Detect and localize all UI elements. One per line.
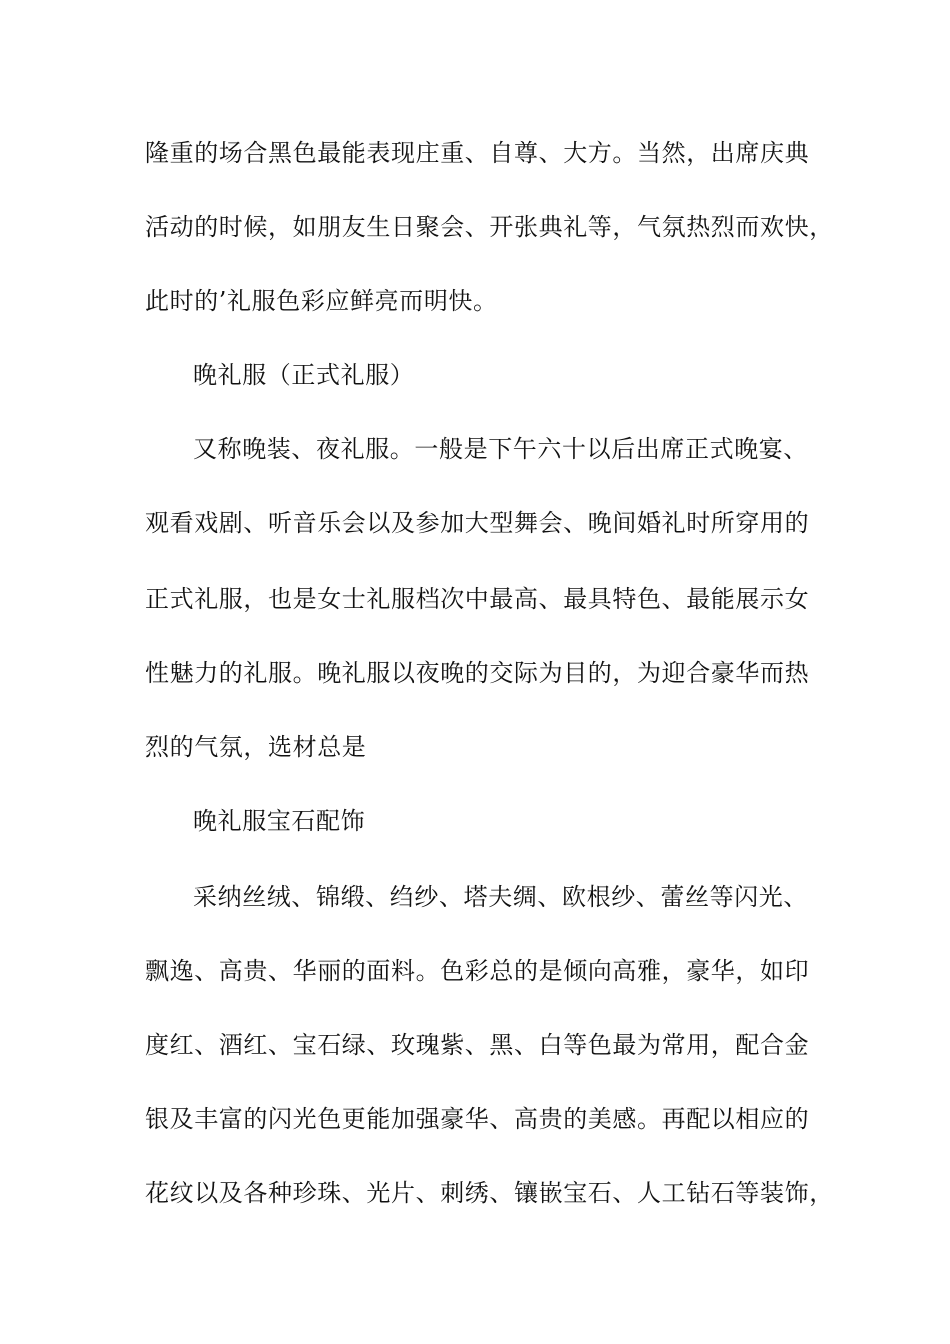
paragraph-3-line-2: 观看戏剧、听音乐会以及参加大型舞会、晚间婚礼时所穿用的 <box>145 509 810 537</box>
heading-gem-accessories: 晚礼服宝石配饰 <box>193 807 366 835</box>
paragraph-5-line-5: 花纹以及各种珍珠、光片、刺绣、镶嵌宝石、人工钻石等装饰， <box>145 1179 834 1207</box>
heading-evening-dress: 晚礼服（正式礼服） <box>193 361 415 389</box>
paragraph-3-line-1: 又称晚装、夜礼服。一般是下午六十以后出席正式晚宴、 <box>193 435 808 463</box>
paragraph-3-line-4: 性魅力的礼服。晚礼服以夜晚的交际为目的，为迎合豪华而热 <box>145 659 810 687</box>
paragraph-5-line-4: 银及丰富的闪光色更能加强豪华、高贵的美感。再配以相应的 <box>145 1105 810 1133</box>
paragraph-1-line-3: 此时的’礼服色彩应鲜亮而明快。 <box>145 287 498 315</box>
paragraph-5-line-3: 度红、酒红、宝石绿、玫瑰紫、黑、白等色最为常用，配合金 <box>145 1031 810 1059</box>
paragraph-1-line-2: 活动的时候，如朋友生日聚会、开张典礼等，气氛热烈而欢快， <box>145 213 834 241</box>
paragraph-3-line-5: 烈的气氛，选材总是 <box>145 733 367 761</box>
paragraph-5-line-2: 飘逸、高贵、华丽的面料。色彩总的是倾向高雅，豪华，如印 <box>145 957 810 985</box>
paragraph-3-line-3: 正式礼服，也是女士礼服档次中最高、最具特色、最能展示女 <box>145 585 810 613</box>
paragraph-5-line-1: 采纳丝绒、锦缎、绉纱、塔夫绸、欧根纱、蕾丝等闪光、 <box>193 883 808 911</box>
paragraph-1-line-1: 隆重的场合黑色最能表现庄重、自尊、大方。当然，出席庆典 <box>145 139 810 167</box>
